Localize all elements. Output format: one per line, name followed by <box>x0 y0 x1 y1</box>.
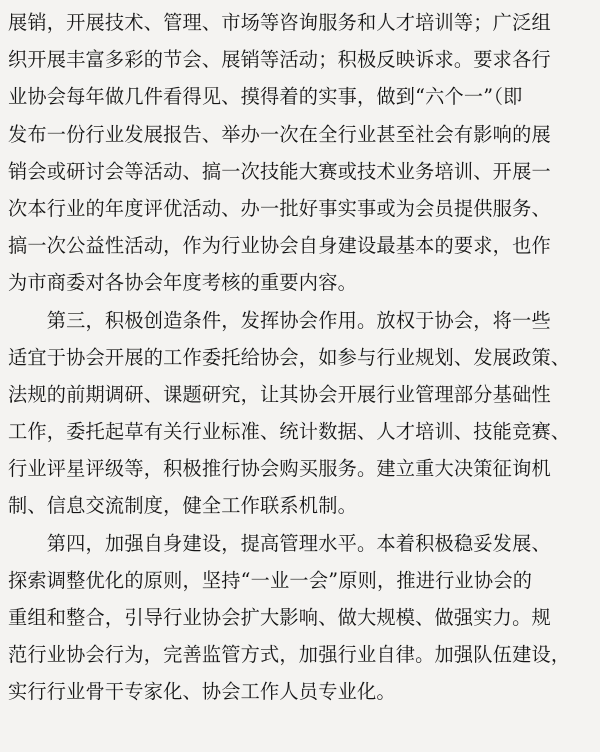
text-line: 重组和整合，引导行业协会扩大影响、做大规模、做强实力。规 <box>8 606 551 629</box>
text-line: 销会或研讨会等活动、搞一次技能大赛或技术业务培训、开展一 <box>8 159 551 183</box>
text-line: 发布一份行业发展报告、举办一次在全行业甚至社会有影响的展 <box>8 122 551 146</box>
text-line: 探索调整优化的原则，坚持“一业一会”原则，推进行业协会的 <box>8 568 533 592</box>
text-line: 范行业协会行为，完善监管方式，加强行业自律。加强队伍建设， <box>8 643 571 667</box>
text-line: 第三，积极创造条件，发挥协会作用。放权于协会，将一些 <box>8 308 551 332</box>
paragraph-fourth <box>8 525 590 711</box>
text-line: 制、信息交流制度，健全工作联系机制。 <box>8 494 357 518</box>
text-line: 展销，开展技术、管理、市场等咨询服务和人才培训等；广泛组 <box>8 11 551 34</box>
text-line: 为市商委对各协会年度考核的重要内容。 <box>8 271 357 295</box>
paragraph-third <box>8 302 590 525</box>
text-line: 搞一次公益性活动，作为行业协会自身建设最基本的要求，也作 <box>8 234 551 258</box>
paragraph-continued <box>8 4 590 302</box>
text-line: 第四，加强自身建设，提高管理水平。本着积极稳妥发展、 <box>8 531 551 555</box>
text-line: 法规的前期调研、课题研究，让其协会开展行业管理部分基础性 <box>8 382 551 406</box>
text-line: 业协会每年做几件看得见、摸得着的实事，做到“六个一”（即 <box>8 85 523 109</box>
text-line: 实行行业骨干专家化、协会工作人员专业化。 <box>8 680 396 704</box>
text-line: 行业评星评级等，积极推行协会购买服务。建立重大决策征询机 <box>8 457 551 481</box>
text-line: 次本行业的年度评优活动、办一批好事实事或为会员提供服务、 <box>8 196 551 220</box>
text-line: 适宜于协会开展的工作委托给协会，如参与行业规划、发展政策、 <box>8 345 571 369</box>
text-line: 工作，委托起草有关行业标准、统计数据、人才培训、技能竞赛、 <box>8 420 571 444</box>
text-line: 织开展丰富多彩的节会、展销等活动；积极反映诉求。要求各行 <box>8 48 551 72</box>
